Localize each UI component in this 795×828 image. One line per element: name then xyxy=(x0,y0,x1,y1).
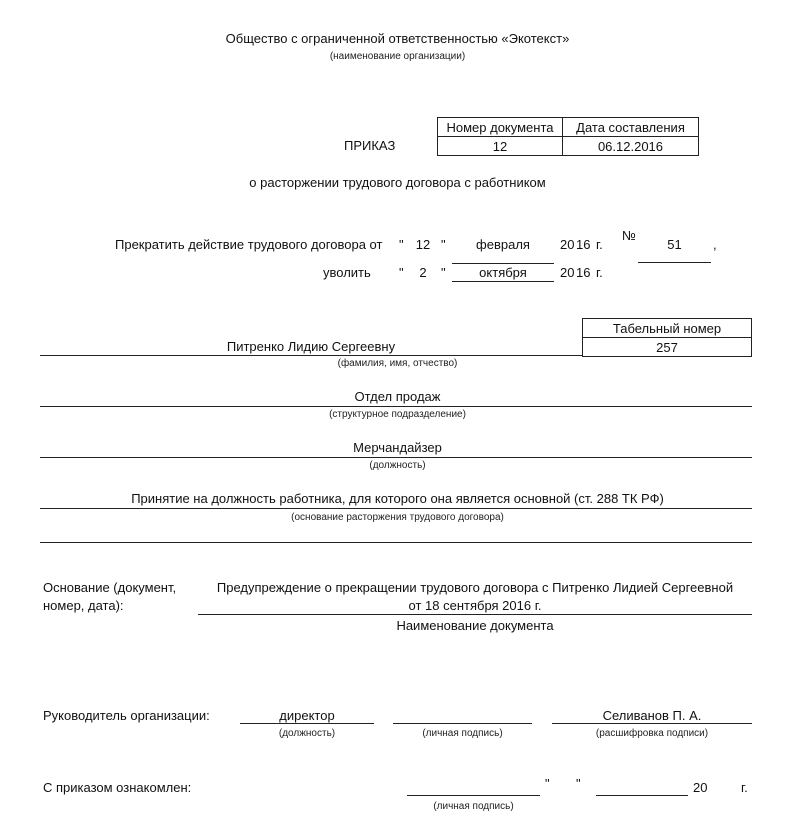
contract-year-suffix: 16 xyxy=(576,237,591,252)
order-title: ПРИКАЗ xyxy=(344,138,396,153)
head-signature-caption: (личная подпись) xyxy=(422,728,503,739)
head-name: Селиванов П. А. xyxy=(602,708,702,723)
head-position: директор xyxy=(279,708,335,723)
acquainted-signature-line xyxy=(407,795,540,796)
head-label: Руководитель организации: xyxy=(43,708,210,723)
dismiss-label: уволить xyxy=(323,265,371,280)
head-name-line xyxy=(552,723,752,724)
contract-quote-close: " xyxy=(441,237,446,252)
acquainted-month-line xyxy=(596,795,688,796)
ground-line xyxy=(40,508,752,509)
termination-ground: Принятие на должность работника, для которого она является основной (ст. 288 ТК РФ) xyxy=(131,491,664,506)
acquainted-quote-close: " xyxy=(576,776,581,791)
full-name-line xyxy=(40,355,582,356)
basis-label-line1: Основание (документ, xyxy=(43,580,177,595)
basis-value-line1: Предупреждение о прекращении трудового договора с Питренко Лидией Сергеевной xyxy=(216,580,734,595)
position-value: Мерчандайзер xyxy=(353,440,442,455)
basis-caption: Наименование документа xyxy=(396,618,554,633)
employee-full-name: Питренко Лидию Сергеевну xyxy=(226,339,396,354)
dismiss-day: 2 xyxy=(419,265,427,280)
dismiss-quote-open: " xyxy=(399,265,404,280)
ground-extra-line xyxy=(40,542,752,543)
doc-number-header: Номер документа xyxy=(438,118,563,137)
basis-label-line2: номер, дата): xyxy=(43,598,124,613)
dismiss-month: октября xyxy=(479,265,527,280)
contract-label: Прекратить действие трудового договора от xyxy=(115,237,383,252)
ground-caption: (основание расторжения трудового договора) xyxy=(291,512,504,523)
head-name-caption: (расшифровка подписи) xyxy=(595,728,709,739)
department-line xyxy=(40,406,752,407)
dismiss-year-abbr: г. xyxy=(596,265,603,280)
contract-year-abbr: г. xyxy=(596,237,603,252)
basis-value-line2: от 18 сентября 2016 г. xyxy=(408,598,542,613)
department-value: Отдел продаж xyxy=(354,389,441,404)
full-name-caption: (фамилия, имя, отчество) xyxy=(337,358,458,369)
dismiss-year-suffix: 16 xyxy=(576,265,591,280)
organization-caption: (наименование организации) xyxy=(329,51,466,62)
department-caption: (структурное подразделение) xyxy=(329,409,466,420)
contract-number: 51 xyxy=(667,237,682,252)
date-value: 06.12.2016 xyxy=(563,137,699,156)
contract-quote-open: " xyxy=(399,237,404,252)
contract-comma: , xyxy=(713,237,717,252)
tab-number-header: Табельный номер xyxy=(583,319,752,338)
dismiss-month-line xyxy=(452,281,554,282)
doc-number-value: 12 xyxy=(438,137,563,156)
dismiss-year-prefix: 20 xyxy=(560,265,575,280)
order-subject: о расторжении трудового договора с работником xyxy=(249,175,546,190)
acquainted-label: С приказом ознакомлен: xyxy=(43,780,192,795)
head-position-caption: (должность) xyxy=(278,728,336,739)
contract-year-prefix: 20 xyxy=(560,237,575,252)
number-sign: № xyxy=(622,228,636,243)
contract-month: февраля xyxy=(476,237,530,252)
organization-name: Общество с ограниченной ответственностью «Экотекст» xyxy=(225,31,570,46)
date-header: Дата составления xyxy=(563,118,699,137)
order-number-date-table xyxy=(437,117,699,156)
basis-line xyxy=(198,614,752,615)
acquainted-quote-open: " xyxy=(545,776,550,791)
contract-month-line xyxy=(452,263,554,264)
position-line xyxy=(40,457,752,458)
contract-day: 12 xyxy=(415,237,431,252)
acquainted-year-abbr: г. xyxy=(741,780,748,795)
tab-number-table xyxy=(582,318,752,357)
head-signature-line xyxy=(393,723,532,724)
acquainted-year-prefix: 20 xyxy=(693,780,708,795)
tab-number-value: 257 xyxy=(583,338,752,357)
contract-number-line xyxy=(638,262,711,263)
head-position-line xyxy=(240,723,374,724)
acquainted-signature-caption: (личная подпись) xyxy=(433,801,514,812)
position-caption: (должность) xyxy=(369,460,426,471)
dismiss-quote-close: " xyxy=(441,265,446,280)
